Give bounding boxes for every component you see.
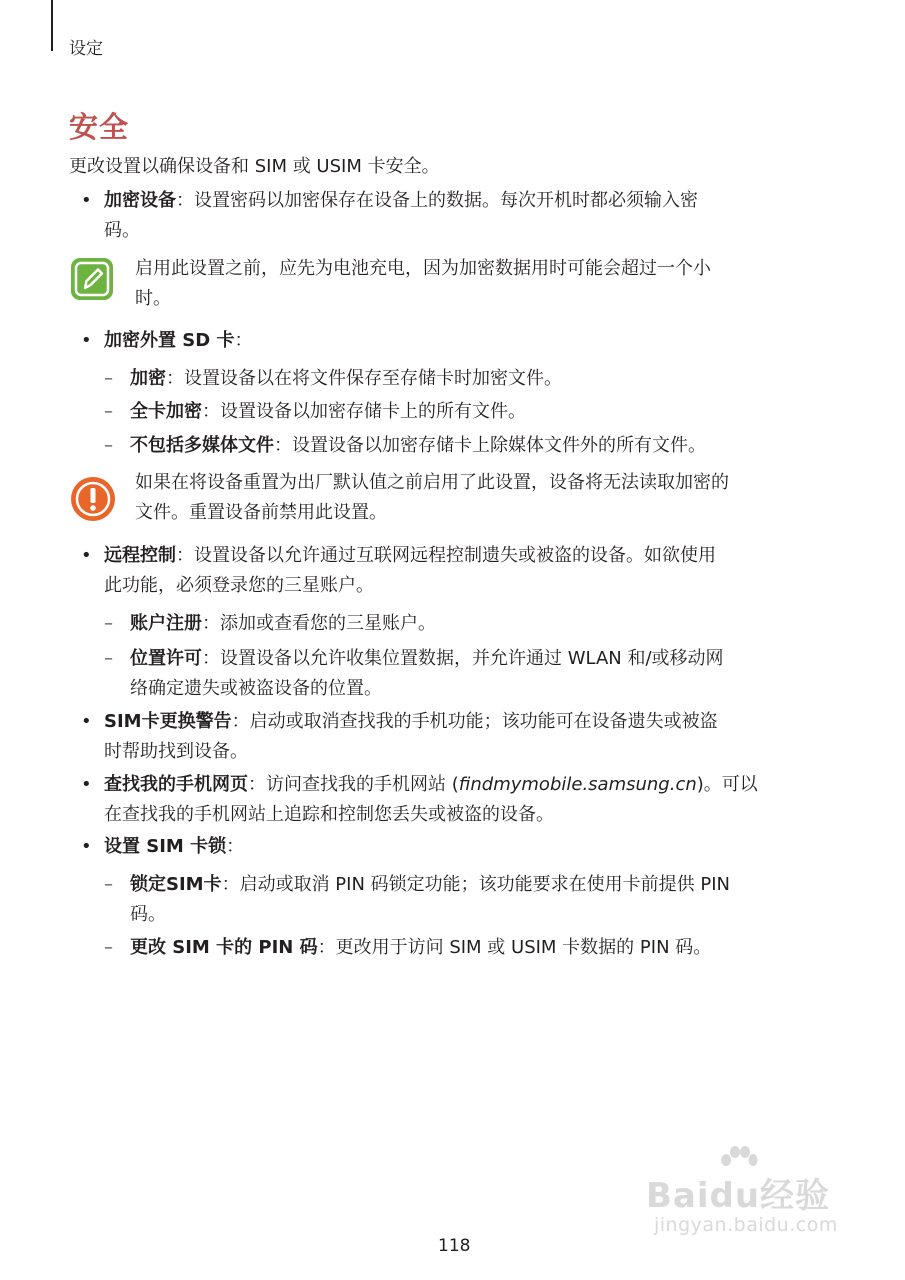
- item-term: 远程控制: [104, 545, 176, 566]
- note-text: [135, 254, 835, 314]
- note-pencil-icon: [70, 257, 114, 301]
- bullet-marker: •: [81, 330, 92, 351]
- subitem-text: ：设置设备以在将文件保存至存储卡时加密文件。: [166, 368, 562, 389]
- item-term: 查找我的手机网页: [104, 774, 248, 795]
- warning-line: 文件。重置设备前禁用此设置。: [135, 502, 387, 523]
- subitem-full-card-encrypt: [130, 397, 526, 427]
- baidu-watermark: [646, 1146, 856, 1246]
- item-term: 加密设备: [104, 190, 176, 211]
- item-text-cont: 在查找我的手机网站上追踪和控制您丢失或被盗的设备。: [104, 804, 554, 825]
- note-line: 启用此设置之前，应先为电池充电，因为加密数据用时可能会超过一个小: [135, 258, 711, 279]
- item-text: ：: [234, 330, 253, 351]
- subitem-text: ：更改用于访问 SIM 或 USIM 卡数据的 PIN 码。: [317, 937, 712, 958]
- subitem-term: 账户注册: [130, 613, 202, 634]
- dash-marker: –: [104, 648, 113, 669]
- subitem-encrypt: [130, 364, 562, 394]
- subitem-text: ：设置设备以允许收集位置数据，并允许通过 WLAN 和/或移动网: [202, 648, 724, 669]
- subitem-change-pin: [130, 933, 711, 963]
- item-text: ：: [226, 836, 245, 857]
- subitem-term: 更改 SIM 卡的 PIN 码: [130, 937, 318, 958]
- list-item-encrypt-device: [104, 186, 824, 246]
- item-text: )。可以: [696, 774, 758, 795]
- item-text: ：启动或取消查找我的手机功能；该功能可在设备遗失或被盗: [231, 711, 718, 732]
- list-item-remote-control: [104, 541, 844, 601]
- watermark-logo: Baidu经验: [646, 1176, 831, 1216]
- subitem-lock-sim: [130, 870, 850, 930]
- warning-exclamation-icon: [70, 476, 116, 522]
- item-text-cont: 码。: [104, 220, 140, 241]
- item-term: SIM卡更换警告: [104, 711, 232, 732]
- subitem-text: ：设置设备以加密存储卡上除媒体文件外的所有文件。: [274, 435, 706, 456]
- subitem-term: 锁定SIM卡: [130, 874, 222, 895]
- subitem-location-permission: [130, 644, 850, 704]
- item-term: 设置 SIM 卡锁: [104, 836, 227, 857]
- bullet-marker: •: [81, 774, 92, 795]
- subitem-term: 全卡加密: [130, 401, 202, 422]
- subitem-term: 不包括多媒体文件: [130, 435, 274, 456]
- dash-marker: –: [104, 613, 113, 634]
- dash-marker: –: [104, 937, 113, 958]
- bullet-marker: •: [81, 836, 92, 857]
- warning-text: [135, 468, 845, 528]
- bullet-marker: •: [81, 711, 92, 732]
- warning-line: 如果在将设备重置为出厂默认值之前启用了此设置，设备将无法读取加密的: [135, 472, 729, 493]
- page-number: 118: [438, 1236, 471, 1256]
- note-line: 时。: [135, 288, 171, 309]
- bullet-marker: •: [81, 190, 92, 211]
- dash-marker: –: [104, 368, 113, 389]
- list-item-find-my-mobile: [104, 770, 849, 830]
- item-text: ：设置设备以允许通过互联网远程控制遗失或被盗的设备。如欲使用: [176, 545, 716, 566]
- subitem-term: 位置许可: [130, 648, 202, 669]
- header-rule: [51, 0, 53, 51]
- item-text-cont: 时帮助找到设备。: [104, 741, 248, 762]
- list-item-encrypt-sd: [104, 326, 252, 356]
- subitem-text: ：启动或取消 PIN 码锁定功能；该功能要求在使用卡前提供 PIN: [221, 874, 730, 895]
- watermark-url: jingyan.baidu.com: [654, 1214, 838, 1236]
- section-label: 设定: [69, 39, 103, 59]
- findmymobile-link[interactable]: findmymobile.samsung.cn: [458, 774, 697, 795]
- item-text: ：访问查找我的手机网站 (: [248, 774, 459, 795]
- subitem-text: ：设置设备以加密存储卡上的所有文件。: [202, 401, 526, 422]
- subitem-text-cont: 络确定遗失或被盗设备的位置。: [130, 678, 382, 699]
- item-term: 加密外置 SD 卡: [104, 330, 235, 351]
- list-item-sim-change-alert: [104, 707, 844, 767]
- dash-marker: –: [104, 401, 113, 422]
- subitem-exclude-media: [130, 431, 706, 461]
- page-title: 安全: [69, 110, 130, 144]
- subitem-account-register: [130, 609, 436, 639]
- subitem-text-cont: 码。: [130, 904, 166, 925]
- subitem-text: ：添加或查看您的三星账户。: [202, 613, 436, 634]
- dash-marker: –: [104, 435, 113, 456]
- bullet-marker: •: [81, 545, 92, 566]
- intro-text: 更改设置以确保设备和 SIM 或 USIM 卡安全。: [69, 156, 440, 177]
- subitem-term: 加密: [130, 368, 166, 389]
- item-text: ：设置密码以加密保存在设备上的数据。每次开机时都必须输入密: [176, 190, 698, 211]
- dash-marker: –: [104, 874, 113, 895]
- item-text-cont: 此功能，必须登录您的三星账户。: [104, 575, 374, 596]
- list-item-sim-lock: [104, 832, 244, 862]
